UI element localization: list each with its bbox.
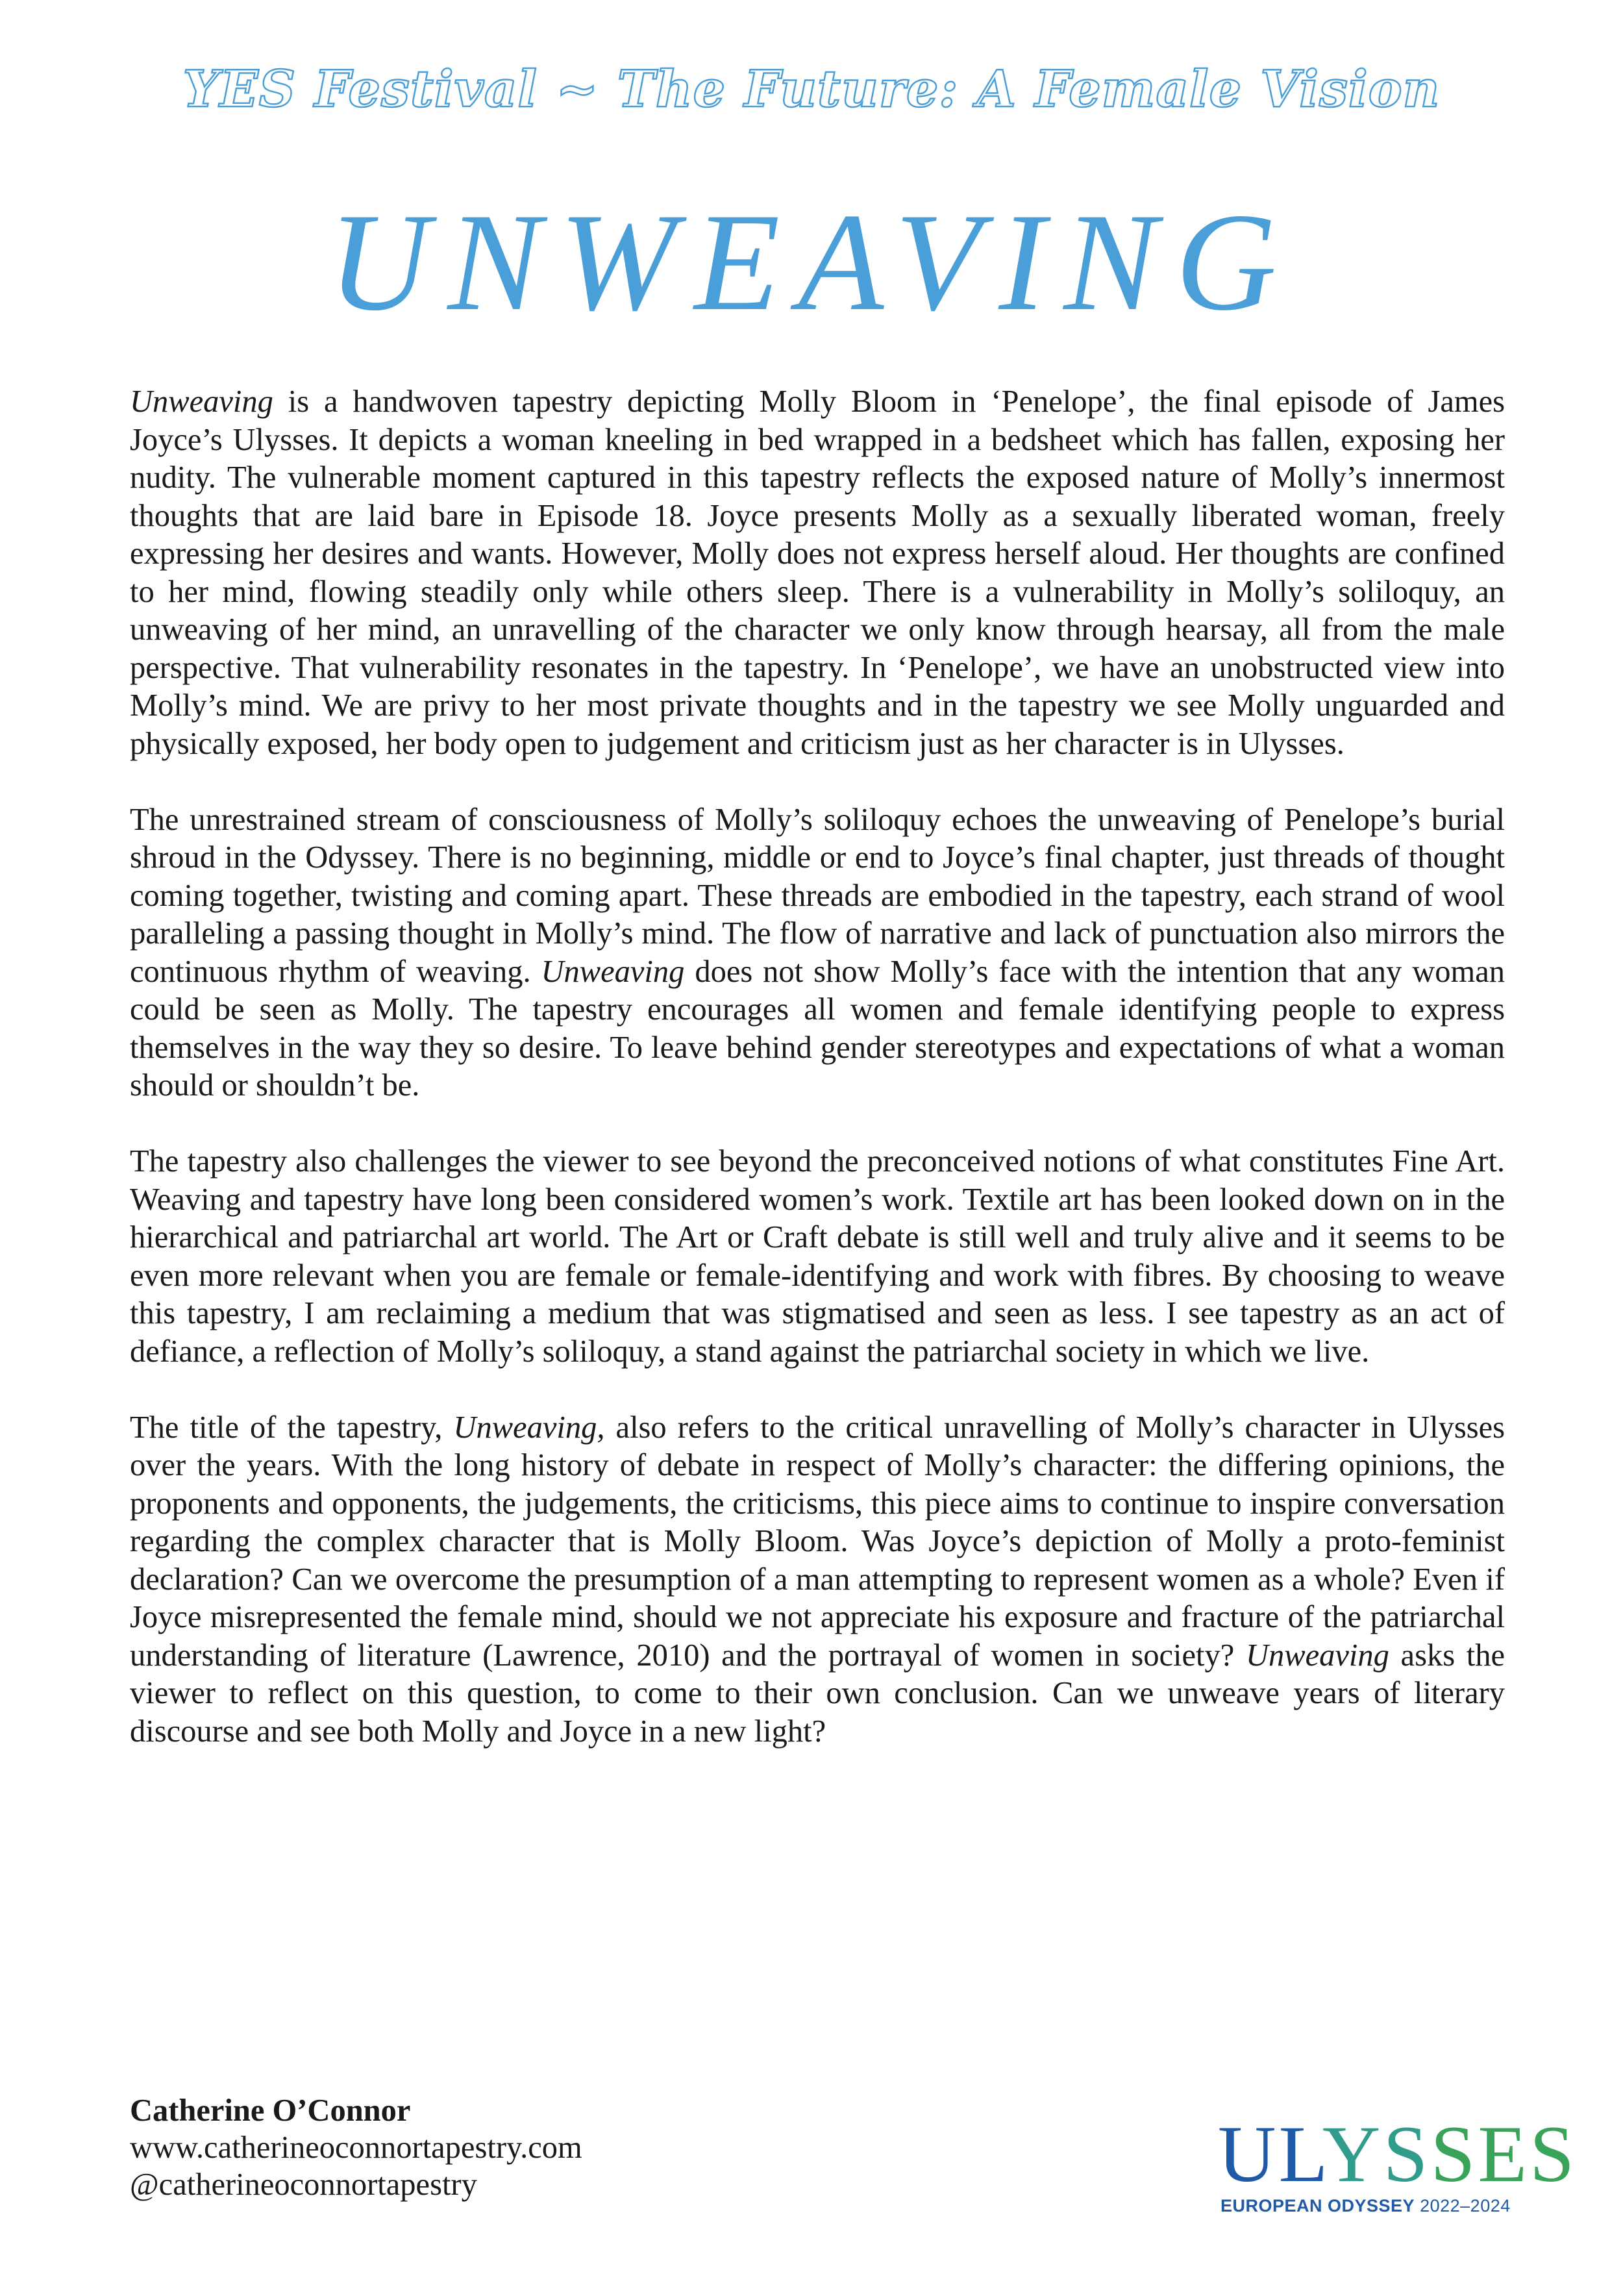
logo-letter: S — [1383, 2110, 1431, 2199]
emphasis-title: Unweaving — [130, 384, 273, 419]
paragraph-4-text-b: also refers to the critical unravelling of Molly’s character in Ulysses over the years. With the long history of debate in respect of Molly’s character: the differing opinions, the proponents and opponents, the judgements, the criticisms, this piece aims to continue to inspire conversation regarding the complex character that is Molly Bloom. Was Joyce’s depiction of Molly a proto-feminist declaration? Can we overcome the presumption of a man attempting to represent women as a whole? Even if Joyce misrepresented the female mind, should we not appreciate his exposure and fracture of the patriarchal understanding of literature (Lawrence, 2010) and the portrayal of women in society? — [130, 1410, 1505, 1673]
logo-letter: Y — [1322, 2110, 1383, 2199]
paragraph-2-text-a: The unrestrained stream of consciousness of Molly’s soliloquy echoes the unweaving of Penelope’s burial shroud in the Odyssey. There is no beginning, middle or end to Joyce’s final chapter, just threads of thought coming together, twisting and coming apart. These threads are embodied in the tapestry, each strand of wool paralleling a passing thought in Molly’s mind. The flow of narrative and lack of punctuation also mirrors the continuous rhythm of weaving. — [130, 802, 1505, 989]
logo-subtitle-name: EUROPEAN ODYSSEY — [1220, 2196, 1415, 2215]
author-website-link[interactable]: www.catherineoconnortapestry.com — [130, 2130, 582, 2165]
paragraph-4-text-c: asks the viewer to reflect on this question, to come to their own conclusion. Can we unweave years of literary discourse and see both Molly and Joyce in a new light? — [130, 1638, 1505, 1749]
paragraph-4 — [130, 1409, 1505, 1751]
paragraph-2 — [130, 801, 1505, 1105]
paragraph-2-text-b: does not show Molly’s face with the intention that any woman could be seen as Molly. The tapestry encourages all women and female identifying people to express themselves in the way they so desire. To leave behind gender stereotypes and expectations of what a woman should or shouldn’t be. — [130, 954, 1505, 1103]
logo-letter: S — [1430, 2110, 1478, 2199]
logo-wordmark — [1218, 2110, 1578, 2199]
festival-heading: YES Festival ~ The Future: A Female Vision — [182, 60, 1441, 119]
logo-subtitle-years: 2022–2024 — [1420, 2196, 1511, 2215]
logo-letter: E — [1478, 2110, 1530, 2199]
ulysses-logo — [1218, 2110, 1578, 2218]
paragraph-4-text-a: The title of the tapestry, — [130, 1410, 454, 1445]
body-text — [130, 383, 1505, 1789]
paragraph-1 — [130, 383, 1505, 763]
logo-letter: U — [1218, 2110, 1279, 2199]
logo-subtitle — [1220, 2196, 1511, 2216]
author-block — [130, 2092, 582, 2203]
author-social-handle[interactable]: @catherineoconnortapestry — [130, 2167, 477, 2202]
emphasis-title: Unweaving — [541, 954, 685, 989]
author-name: Catherine O’Connor — [130, 2093, 411, 2128]
emphasis-title: Unweaving, — [453, 1410, 605, 1445]
paragraph-1-text: is a handwoven tapestry depicting Molly Bloom in ‘Penelope’, the final episode of James Joyce’s Ulysses. It depicts a woman kneeling in bed wrapped in a bedsheet which has fallen, exposing her nudity. The vulnerable moment captured in this tapestry reflects the exposed nature of Molly’s innermost thoughts that are laid bare in Episode 18. Joyce presents Molly as a sexually liberated woman, freely expressing her desires and wants. However, Molly does not express herself aloud. Her thoughts are confined to her mind, flowing steadily only while others sleep. There is a vulnerability in Molly’s soliloquy, an unweaving of her mind, an unravelling of the character we only know through hearsay, all from the male perspective. That vulnerability resonates in the tapestry. In ‘Penelope’, we have an unobstructed view into Molly’s mind. We are privy to her most private thoughts and in the tapestry we see Molly unguarded and physically exposed, her body open to judgement and criticism just as her character is in Ulysses. — [130, 384, 1505, 761]
page-title: UNWEAVING — [328, 184, 1295, 340]
paragraph-3: The tapestry also challenges the viewer to see beyond the preconceived notions of what constitutes Fine Art. Weaving and tapestry have long been considered women’s work. Textile art has been looked down on in the hierarchical and patriarchal art world. The Art or Craft debate is still well and truly alive and it seems to be even more relevant when you are female or female-identifying and work with fibres. By choosing to weave this tapestry, I am reclaiming a medium that was stigmatised and seen as less. I see tapestry as an act of defiance, a reflection of Molly’s soliloquy, a stand against the patriarchal society in which we live. — [130, 1144, 1505, 1369]
logo-letter: L — [1278, 2110, 1322, 2199]
logo-letter: S — [1530, 2110, 1578, 2199]
emphasis-title: Unweaving — [1245, 1638, 1389, 1673]
